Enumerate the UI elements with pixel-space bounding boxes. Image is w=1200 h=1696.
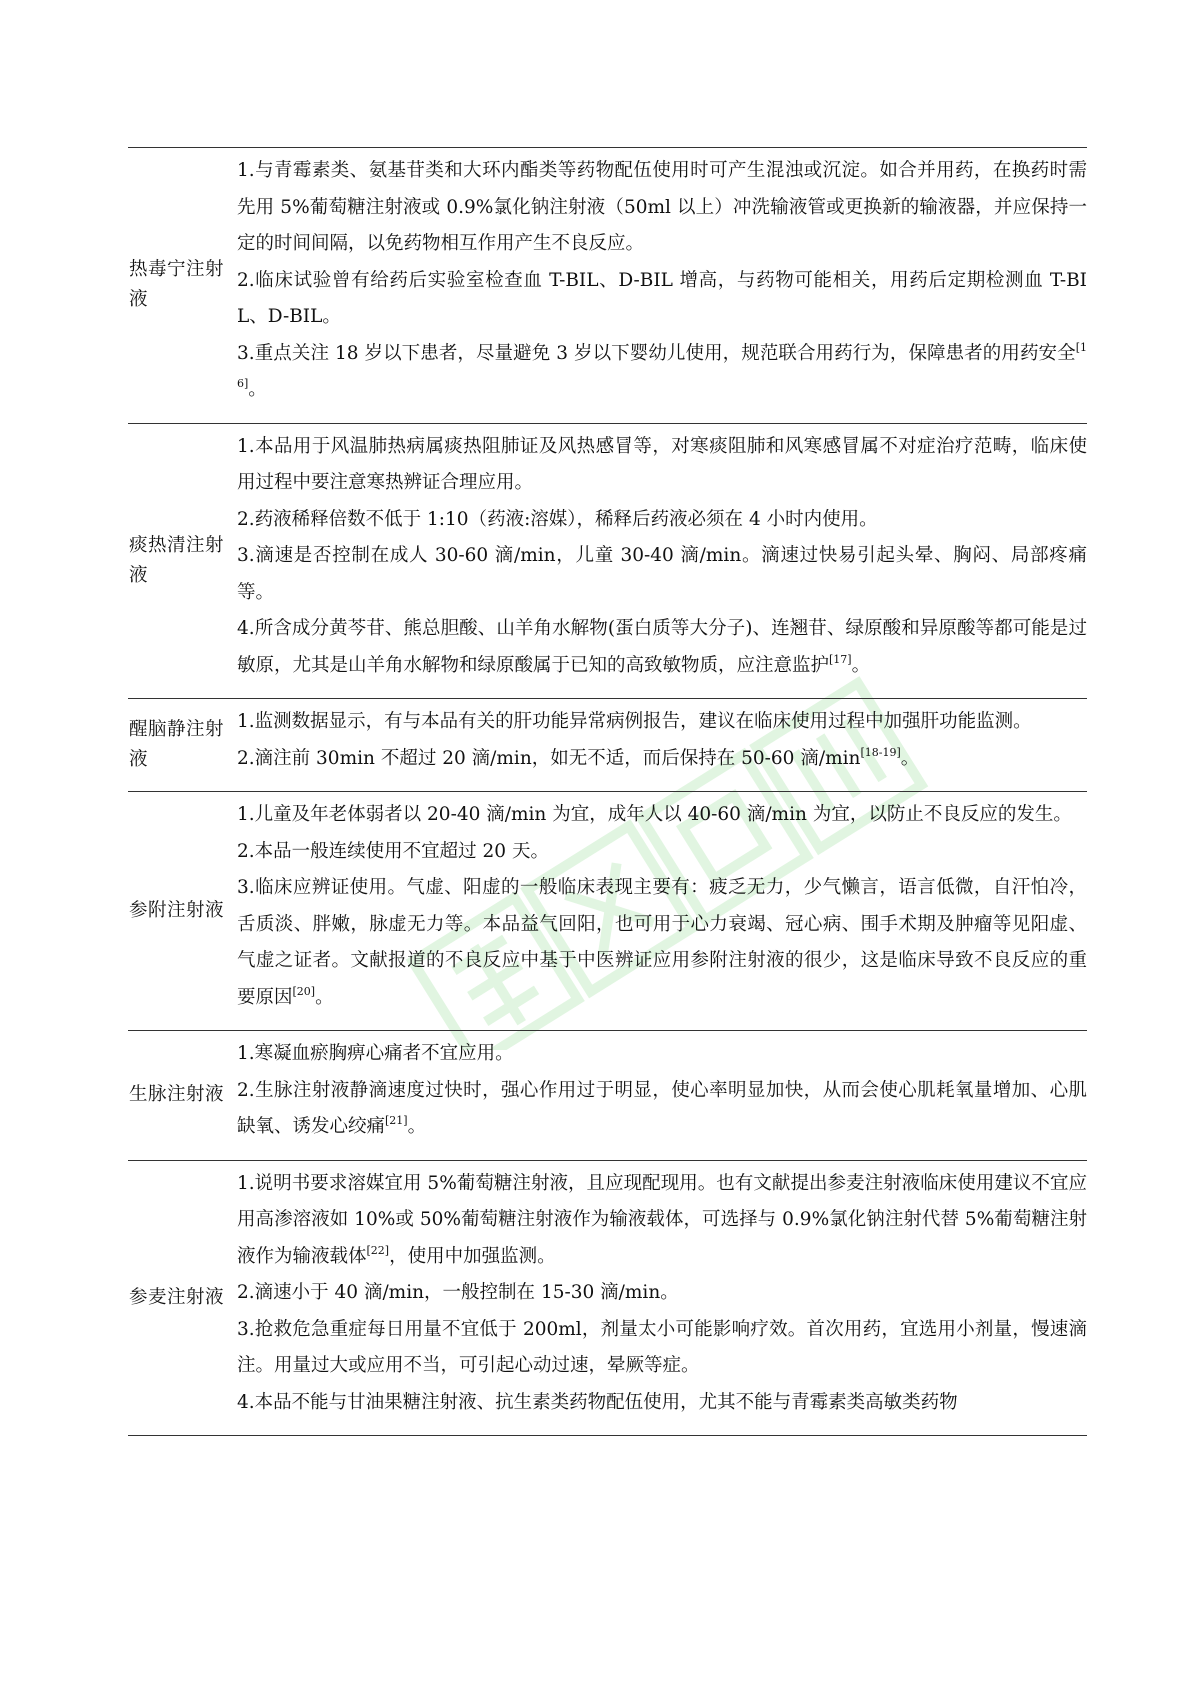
note-item <box>237 870 1087 1016</box>
note-text: 3.滴速是否控制在成人 30-60 滴/min，儿童 30-40 滴/min。滴速过快易引起头晕、胸闷、局部疼痛等。 <box>237 545 1087 603</box>
drug-name: 痰热清注射液 <box>128 423 237 699</box>
note-item <box>237 1073 1087 1146</box>
note-text: 2.药液稀释倍数不低于 1:10（药液:溶媒），稀释后药液必须在 4 小时内使用。 <box>237 508 878 530</box>
note-text: 3.抢救危急重症每日用量不宜低于 200ml，剂量太小可能影响疗效。首次用药，宜选用小剂量，慢速滴注。用量过大或应用不当，可引起心动过速，晕厥等症。 <box>237 1318 1087 1376</box>
note-tail: 。 <box>248 379 267 400</box>
drug-notes <box>237 148 1087 424</box>
note-text: 4.本品不能与甘油果糖注射液、抗生素类药物配伍使用，尤其不能与青霉素类高敏类药物 <box>237 1391 958 1413</box>
note-item <box>237 336 1087 409</box>
drug-notes <box>237 792 1087 1031</box>
note-item <box>237 153 1087 263</box>
citation-ref: [21] <box>385 1114 408 1127</box>
drug-name: 热毒宁注射液 <box>128 148 237 424</box>
note-tail: 。 <box>315 986 334 1008</box>
note-item <box>237 502 1087 539</box>
note-text: 1.本品用于风温肺热病属痰热阻肺证及风热感冒等，对寒痰阻肺和风寒感冒属不对症治疗范畴，临床使用过程中要注意寒热辨证合理应用。 <box>237 435 1087 493</box>
note-text: 1.监测数据显示，有与本品有关的肝功能异常病例报告，建议在临床使用过程中加强肝功能监测。 <box>237 711 1032 732</box>
note-item <box>237 1166 1087 1276</box>
note-text: 3.临床应辨证使用。气虚、阳虚的一般临床表现主要有：疲乏无力，少气懒言，语言低微，自汗怕冷，舌质淡、胖嫩，脉虚无力等。本品益气回阳，也可用于心力衰竭、冠心病、围手术期及肿瘤等见阳虚、气虚之证者。文献报道的不良反应中基于中医辨证应用参附注射液的很少，这是临床导致不良反应的重要原因 <box>237 877 1087 1008</box>
note-item <box>237 704 1087 741</box>
note-item <box>237 834 1087 871</box>
note-text: 2.滴注前 30min 不超过 20 滴/min，如无不适，而后保持在 50-60 滴/min <box>237 747 861 769</box>
drug-name: 参附注射液 <box>128 792 237 1031</box>
note-item <box>237 797 1087 834</box>
note-tail: 。 <box>900 747 920 769</box>
note-tail: 。 <box>851 654 871 676</box>
note-text: 3.重点关注 18 岁以下患者，尽量避免 3 岁以下婴幼儿使用，规范联合用药行为，保障患者的用药安全 <box>237 342 1076 364</box>
drug-notes <box>237 423 1087 699</box>
table-row <box>128 148 1087 424</box>
table-row <box>128 792 1087 1031</box>
citation-ref: [22] <box>366 1243 390 1257</box>
table-row <box>128 1160 1087 1436</box>
note-item <box>237 1385 1087 1422</box>
drug-notes-table <box>128 147 1087 1436</box>
drug-name: 参麦注射液 <box>128 1160 237 1436</box>
drug-name: 生脉注射液 <box>128 1031 237 1161</box>
note-text: 2.滴速小于 40 滴/min，一般控制在 15-30 滴/min。 <box>237 1282 679 1303</box>
note-item <box>237 263 1087 336</box>
citation-ref: [18-19] <box>860 745 901 759</box>
note-text: 1.与青霉素类、氨基苷类和大环内酯类等药物配伍使用时可产生混浊或沉淀。如合并用药，在换药时需先用 5%葡萄糖注射液或 0.9%氯化钠注射液（50ml 以上）冲洗输液管或更换新的输液器，并应保持一定的时间间隔，以免药物相互作用产生不良反应。 <box>237 160 1087 254</box>
table-row <box>128 1031 1087 1161</box>
note-item <box>237 1312 1087 1385</box>
note-tail: ，使用中加强监测。 <box>389 1245 556 1267</box>
note-item <box>237 741 1087 778</box>
note-text: 2.本品一般连续使用不宜超过 20 天。 <box>237 840 549 862</box>
citation-ref: [17] <box>829 652 852 666</box>
citation-ref: [16] <box>237 340 1087 390</box>
note-item <box>237 611 1087 684</box>
drug-notes <box>237 1160 1087 1436</box>
note-item <box>237 1036 1087 1073</box>
note-text: 1.寒凝血瘀胸痹心痛者不宜应用。 <box>237 1043 514 1064</box>
note-item <box>237 538 1087 611</box>
table-row <box>128 423 1087 699</box>
note-text: 2.生脉注射液静滴速度过快时，强心作用过于明显，使心率明显加快，从而会使心肌耗氧量增加、心肌缺氧、诱发心绞痛 <box>237 1079 1087 1137</box>
note-tail: 。 <box>407 1116 427 1137</box>
table-row <box>128 699 1087 792</box>
drug-notes <box>237 699 1087 792</box>
drug-notes <box>237 1031 1087 1161</box>
note-text: 2.临床试验曾有给药后实验室检查血 T-BIL、D-BIL 增高，与药物可能相关，用药后定期检测血 T-BIL、D-BIL。 <box>237 269 1087 327</box>
note-item <box>237 429 1087 502</box>
drug-name: 醒脑静注射液 <box>128 699 237 792</box>
note-text: 1.儿童及年老体弱者以 20-40 滴/min 为宜，成年人以 40-60 滴/min 为宜，以防止不良反应的发生。 <box>237 804 1072 825</box>
note-item <box>237 1275 1087 1312</box>
note-text: 1.说明书要求溶媒宜用 5%葡萄糖注射液，且应现配现用。也有文献提出参麦注射液临床使用建议不宜应用高渗溶液如 10%或 50%葡萄糖注射液作为输液载体，可选择与 0.9%氯化钠注射代替 5%葡萄糖注射液作为输液载体 <box>237 1172 1087 1267</box>
citation-ref: [20] <box>292 984 316 998</box>
note-text: 4.所含成分黄芩苷、熊总胆酸、山羊角水解物(蛋白质等大分子)、连翘苷、绿原酸和异原酸等都可能是过敏原，尤其是山羊角水解物和绿原酸属于已知的高致敏物质，应注意监护 <box>237 618 1087 676</box>
